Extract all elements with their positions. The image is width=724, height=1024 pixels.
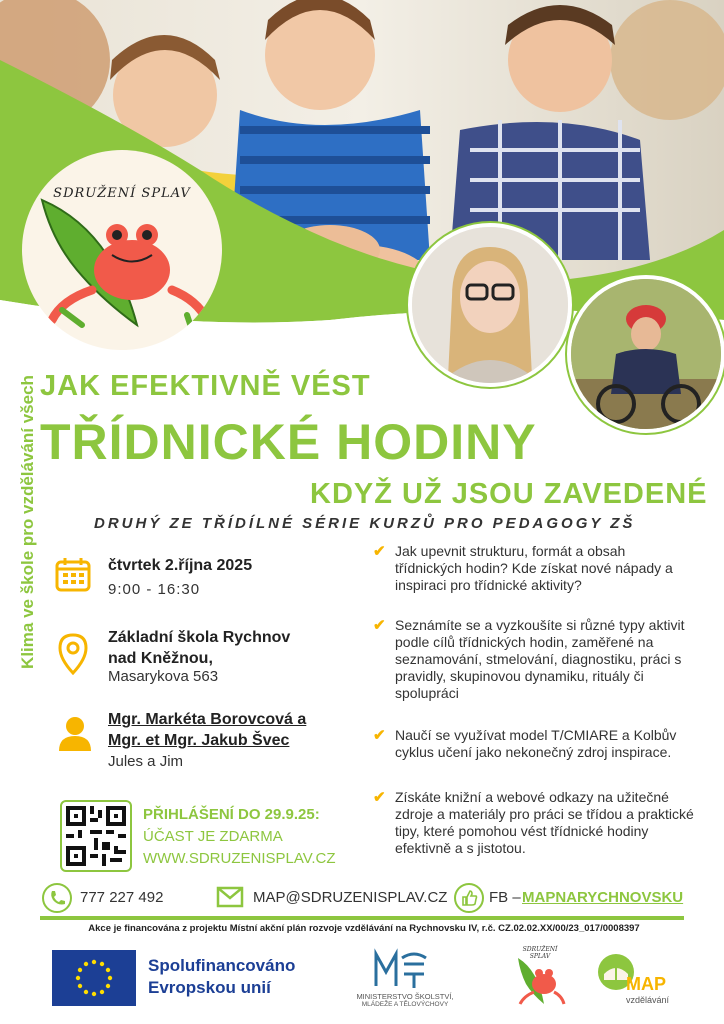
- calendar-icon: [55, 556, 91, 592]
- frog-icon: [22, 150, 222, 350]
- registration-fee: ÚČAST JE ZDARMA: [143, 828, 283, 845]
- qr-code[interactable]: [60, 800, 132, 872]
- eu-line1: Spolufinancováno: [148, 956, 296, 975]
- heading-line1: JAK EFEKTIVNĚ VÉST: [40, 370, 371, 402]
- event-date: čtvrtek 2.října 2025: [108, 557, 253, 574]
- heading-line3: KDYŽ UŽ JSOU ZAVEDENÉ: [310, 478, 708, 510]
- fb-prefix: FB –: [489, 889, 521, 906]
- map-title: MAP: [626, 974, 666, 994]
- place-line2: nad Kněžnou,: [108, 650, 213, 667]
- course-subtitle: DRUHÝ ZE TŘÍDÍLNÉ SÉRIE KURZŮ PRO PEDAGOGY ZŠ: [94, 515, 636, 532]
- fb-link[interactable]: MAPNARYCHNOVSKU: [522, 889, 684, 906]
- lecturer-line1: Mgr. Markéta Borovcová a: [108, 711, 307, 728]
- place-line1: Základní škola Rychnov: [108, 629, 291, 646]
- check-icon: ✔: [373, 789, 386, 806]
- frog-small-icon: [512, 954, 568, 1008]
- logo-title: SDRUŽENÍ SPLAV: [53, 186, 191, 201]
- location-pin-icon: [58, 633, 88, 675]
- eu-flag-icon: [52, 950, 136, 1006]
- registration-deadline: PŘIHLÁŠENÍ DO 29.9.25:: [143, 806, 320, 823]
- check-icon: ✔: [373, 543, 386, 560]
- lecturer-alias: Jules a Jim: [108, 753, 184, 770]
- email-icon: [216, 886, 244, 908]
- side-slogan: Klima ve škole pro vzdělávání všech: [18, 375, 37, 669]
- facebook-like-icon: [454, 883, 484, 913]
- phone-icon: [42, 883, 72, 913]
- bullet-item: ✔ Seznámíte se a vyzkoušíte si různé typy aktivit podle cílů třídnických hodin, zaměřené na seznamování, stmelování, diagnostiku, práci s pravidly, skupinovou dynamiku, rituály či spolupráci: [373, 617, 685, 701]
- website-link[interactable]: WWW.SDRUZENISPLAV.CZ: [143, 850, 336, 867]
- bullet-item: ✔ Jak upevnit strukturu, formát a obsah třídnických hodin? Kde získat nové nápady a inspiraci pro třídnické aktivity?: [373, 543, 673, 593]
- msmt-logo-icon: [370, 946, 436, 990]
- lecturer-line2: Mgr. et Mgr. Jakub Švec: [108, 732, 290, 749]
- msmt-line2: MLÁDEŽE A TĚLOVÝCHOVY: [361, 1001, 449, 1008]
- map-subtitle: vzdělávání: [626, 995, 670, 1005]
- divider: [40, 916, 684, 920]
- check-icon: ✔: [373, 617, 386, 634]
- phone-number[interactable]: 777 227 492: [80, 889, 164, 906]
- splav-logo: [22, 150, 222, 350]
- portrait-marketa: [408, 223, 572, 387]
- event-time: 9:00 - 16:30: [108, 581, 201, 598]
- bullet-item: ✔ Získáte knižní a webové odkazy na užitečné zdroje a materiály pro práci se třídou a praktické tipy, které pomohou vést třídnické hodiny efektivně a s jistotou.: [373, 789, 694, 856]
- splav-small-title: SDRUŽENÍ SPLAV: [522, 946, 558, 960]
- email-address[interactable]: MAP@SDRUZENISPLAV.CZ: [253, 889, 448, 906]
- splav-small-logo: [512, 946, 568, 1008]
- funding-note: Akce je financována z projektu Místní akční plán rozvoje vzdělávání na Rychnovsku IV, r.č. CZ.02.02.XX/00/23_017/0008397: [88, 923, 640, 934]
- check-icon: ✔: [373, 727, 386, 744]
- portrait-jakub: [567, 275, 724, 433]
- eu-line2: Evropskou unií: [148, 978, 271, 997]
- place-address: Masarykova 563: [108, 668, 219, 685]
- msmt-line1: MINISTERSTVO ŠKOLSTVÍ,: [356, 992, 454, 1001]
- bullet-item: ✔ Naučí se využívat model T/CMIARE a Kolbův cyklus učení jako nekonečný zdroj inspirace.: [373, 727, 677, 760]
- person-icon: [58, 716, 92, 752]
- heading-line2: TŘÍDNICKÉ HODINY: [40, 414, 537, 470]
